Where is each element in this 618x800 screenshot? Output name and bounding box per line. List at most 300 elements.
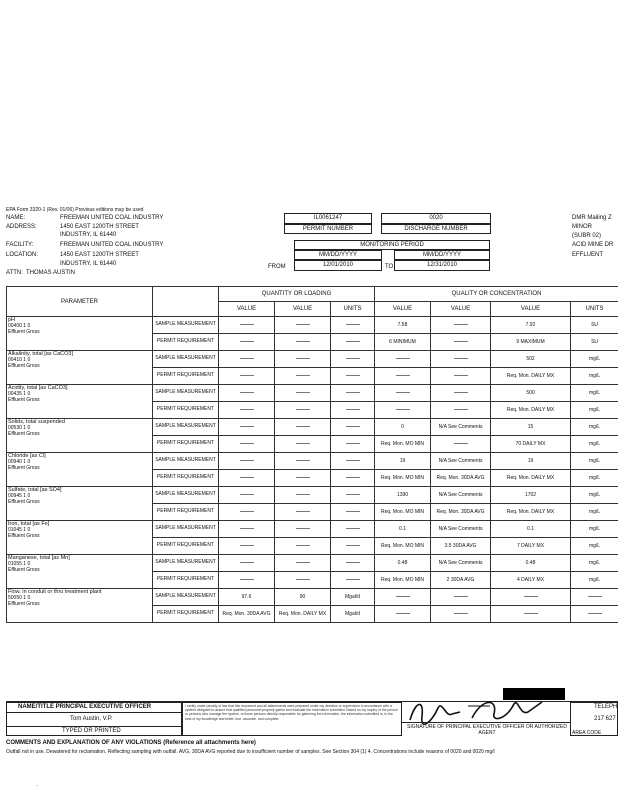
blank-dash [454,596,468,597]
sample-value: 1702 [524,491,537,498]
from-label: FROM [268,264,286,270]
blank-dash [346,324,360,325]
sample-value: mg/L [588,355,601,362]
permit-value-cell [275,368,331,385]
permit-value-cell [219,538,275,555]
sample-row-label: SAMPLE MEASUREMENT [153,453,219,470]
quality-units-header: UNITS [571,302,618,317]
blank-dash [396,596,410,597]
sample-value-cell [275,317,331,334]
telephone-label: TELEPH [594,704,618,710]
permit-value-cell [571,538,618,555]
permit-value-cell [431,572,491,589]
blank-dash [296,579,310,580]
blank-dash [296,494,310,495]
permit-value-cell [571,402,618,419]
blank-dash [346,545,360,546]
parameter-cell [7,453,153,487]
permit-row-label: PERMIT REQUIREMENT [153,572,219,589]
blank-dash [296,477,310,478]
discharge-number-box [381,213,491,224]
name-value: FREEMAN UNITED COAL INDUSTRY [60,215,164,221]
to-label: TO [385,264,394,270]
sample-value-cell [491,419,571,436]
blank-dash [240,443,254,444]
parameter-cell [7,351,153,385]
blank-dash [346,460,360,461]
blank-dash [296,392,310,393]
blank-dash [454,375,468,376]
blank-dash [346,426,360,427]
sample-value: 502 [526,355,535,362]
sample-value: N/A See Comments [438,457,483,464]
blank-dash [454,409,468,410]
area-code-label: AREA CODE [572,730,602,736]
comments-title: COMMENTS AND EXPLANATION OF ANY VIOLATIONS (Reference all attachments here) [6,740,256,746]
permit-value-cell [219,572,275,589]
from-value-box [294,260,382,271]
sample-value-cell [431,487,491,504]
blank-dash [240,494,254,495]
parameter-sub: Effluent Gross [8,465,40,471]
certification-box [182,702,402,736]
sample-value-cell [275,555,331,572]
from-value: 12/01/2010 [322,262,354,268]
sample-value: 7.92 [525,321,536,328]
blank-dash [240,426,254,427]
to-value-box [394,260,490,271]
blank-dash [346,511,360,512]
sample-value-cell [571,555,618,572]
sample-value: 19 [527,457,534,464]
permit-value-cell [375,402,431,419]
address-line1: 1450 EAST 1200TH STREET [60,224,139,230]
permit-value: 6 MINIMUM [389,338,416,345]
permit-value: Req. Mon. MO MIN [380,576,425,583]
sample-row-label: SAMPLE MEASUREMENT [153,589,219,606]
quantity-value-header-2: VALUE [275,302,331,317]
permit-value-cell [331,538,375,555]
parameter-code: 00400 1 0 [8,323,31,329]
sample-value: N/A See Comments [438,525,483,532]
permit-value: Req. Mon. DAILY MX [506,406,555,413]
permit-value-cell [275,470,331,487]
blank-dash [296,460,310,461]
address-label: ADDRESS: [6,224,37,230]
blank-dash [346,341,360,342]
permit-value: 3.5 30DA AVG [444,542,477,549]
blank-dash [346,392,360,393]
permit-value: mg/L [588,440,601,447]
parameter-name: Sulfate, total [as SO4] [8,487,62,493]
permit-row-label: PERMIT REQUIREMENT [153,538,219,555]
sample-value-cell [491,351,571,368]
table-row [7,521,618,538]
permit-value-cell [331,368,375,385]
sample-value-cell [571,487,618,504]
blank-dash [454,341,468,342]
facility-value: FREEMAN UNITED COAL INDUSTRY [60,242,164,248]
parameter-name: Flow, in conduit or thru treatment plant [8,589,102,595]
sample-value-cell [219,589,275,606]
blank-dash [346,579,360,580]
sample-value-cell [491,521,571,538]
sample-value-cell [331,317,375,334]
permit-value-cell [331,334,375,351]
blank-dash [240,409,254,410]
permit-value-cell [375,368,431,385]
to-col-label: MM/DD/YYYY [422,252,461,258]
permit-row-label: PERMIT REQUIREMENT [153,470,219,487]
sample-value-cell [491,385,571,402]
blank-dash [588,613,602,614]
sample-value: N/A See Comments [438,559,483,566]
sample-value-cell [219,317,275,334]
permit-value: mg/L [588,474,601,481]
sample-value-cell [331,521,375,538]
monitoring-period-title: MONITORING PERIOD [360,242,424,248]
sample-value-cell [331,487,375,504]
blank-dash [240,460,254,461]
permit-value-cell [431,436,491,453]
blank-dash [454,443,468,444]
sample-value: 0 [401,423,404,430]
sample-row-label: SAMPLE MEASUREMENT [153,521,219,538]
sample-value-cell [431,521,491,538]
blank-dash [296,511,310,512]
permit-value-cell [275,504,331,521]
permit-value: mg/L [588,508,601,515]
blank-dash [296,341,310,342]
from-col-label: MM/DD/YYYY [318,252,357,258]
permit-value-cell [331,436,375,453]
discharge-number-label-box [381,224,491,234]
blank-dash [454,392,468,393]
monitoring-period-title-box [294,240,490,250]
parameter-name: Alkalinity, total [as CaCO3] [8,351,74,357]
from-col-box [294,250,382,260]
sample-value-cell [275,589,331,606]
parameter-code: 00945 1 0 [8,493,31,499]
blank-dash [346,375,360,376]
parameter-name: Solids, total suspended [8,419,65,425]
sample-value-cell [219,487,275,504]
sample-value-cell [571,453,618,470]
sample-value: mg/L [588,491,601,498]
permit-value-cell [491,504,571,521]
blank-dash [240,341,254,342]
permit-value: Req. Mon. MO MIN [380,440,425,447]
parameter-name: Chloride [as Cl] [8,453,46,459]
typed-label: TYPED OR PRINTED [62,728,121,734]
permit-value-cell [275,606,331,623]
permit-value-cell [431,470,491,487]
sample-value-cell [219,419,275,436]
sample-value-cell [375,385,431,402]
quantity-units-header: UNITS [331,302,375,317]
sample-value-cell [331,555,375,572]
discharge-number-label: DISCHARGE NUMBER [404,226,468,232]
quantity-header: QUANTITY OR LOADING [219,287,375,302]
permit-value: 4 DAILY MX [516,576,545,583]
permit-value: Req. Mon. MO MIN [380,474,425,481]
permit-row-label: PERMIT REQUIREMENT [153,504,219,521]
sample-value-cell [375,589,431,606]
parameter-code: 50050 1 0 [8,595,31,601]
right-info-line1: DMR Mailing Z [572,215,612,221]
permit-value-cell [275,572,331,589]
permit-value-cell [571,334,618,351]
sample-value-cell [431,589,491,606]
permit-value: mg/L [588,576,601,583]
permit-value-cell [491,572,571,589]
signature-line [402,722,570,723]
permit-value-cell [491,402,571,419]
officer-divider-2 [6,726,182,727]
parameter-sub: Effluent Gross [8,329,40,335]
telephone-value: 217 627 [594,716,616,722]
blank-dash [454,358,468,359]
sample-value: 7.58 [397,321,408,328]
blank-dash [524,596,538,597]
sample-row-label: SAMPLE MEASUREMENT [153,351,219,368]
permit-value-cell [491,470,571,487]
permit-value-cell [491,368,571,385]
sample-value-cell [275,521,331,538]
right-info-line2: MINOR [572,224,592,230]
sample-value-cell [491,487,571,504]
sample-value-cell [571,385,618,402]
parameter-cell [7,555,153,589]
table-row [7,351,618,368]
permit-number-value: IL0061247 [313,215,343,221]
parameter-sub: Effluent Gross [8,499,40,505]
sample-value: mg/L [588,389,601,396]
quality-value-header-2: VALUE [431,302,491,317]
sample-value-cell [331,385,375,402]
permit-value-cell [331,470,375,487]
table-row [7,385,618,402]
permit-value: 70 DAILY MX [515,440,546,447]
blank-dash [588,596,602,597]
blank-dash [296,426,310,427]
blank-dash [454,324,468,325]
blank-dash [240,324,254,325]
attn-label: ATTN: [6,270,23,276]
sample-row-label: SAMPLE MEASUREMENT [153,555,219,572]
permit-value-cell [375,504,431,521]
permit-row-label: PERMIT REQUIREMENT [153,436,219,453]
permit-value-cell [219,606,275,623]
blank-dash [240,579,254,580]
permit-value-cell [375,334,431,351]
sample-value-cell [275,385,331,402]
table-row [7,555,618,572]
blank-dash [240,358,254,359]
certification-text: I certify under penalty of law that this document and all attachments were prepared under my direction or supervision in accordance with a system designed to assure that qualified personnel properly gather and evaluate the information submitted. Based on my inquiry of the person or persons who manage the system, or those persons directly responsible for gathering the information, the information submitted is, to the best of my knowledge and belief, true, accurate, and complete. [185,704,398,721]
permit-number-label: PERMIT NUMBER [302,226,354,232]
sample-value: mg/L [588,525,601,532]
sample-value-cell [491,555,571,572]
parameters-body [7,317,618,623]
permit-value-cell [431,606,491,623]
permit-value-cell [491,538,571,555]
permit-value-cell [571,470,618,487]
permit-value-cell [275,538,331,555]
row-type-header [153,287,219,317]
permit-value: mg/L [588,372,601,379]
permit-value-cell [375,470,431,487]
permit-value: 9 MAXIMUM [516,338,545,345]
discharge-number-value: 0020 [429,215,443,221]
permit-number-label-box [284,224,372,234]
permit-value: 2 30DA AVG [446,576,475,583]
blank-dash [346,443,360,444]
permit-value-cell [491,334,571,351]
permit-value: mg/L [588,406,601,413]
right-info-line5: EFFLUENT [572,252,604,258]
right-info-line3: (SUBR 02) [572,233,602,239]
quality-value-header-3: VALUE [491,302,571,317]
permit-row-label: PERMIT REQUIREMENT [153,368,219,385]
permit-value-cell [331,606,375,623]
sample-value-cell [431,419,491,436]
comments-text: Outfall not in use. Dewatered for reclamation. Reflecting sampling with outfall. AVG, 30DA AVG reported due to insufficient number of samples. See Section 304 (1) 4. Concentrations include reasons of 0020 and 0020 mg/l [6,749,495,755]
permit-value: Req. Mon. MO MIN [380,508,425,515]
parameter-code: 00435 1 0 [8,391,31,397]
sample-value-cell [331,589,375,606]
sample-value: 0.1 [527,525,534,532]
name-label: NAME: [6,215,26,221]
sample-value: 0.48 [397,559,408,566]
blank-dash [346,409,360,410]
sample-value-cell [219,351,275,368]
permit-value-cell [431,538,491,555]
permit-value-cell [275,402,331,419]
table-row [7,419,618,436]
permit-value: Req. Mon. MO MIN [380,542,425,549]
sample-value: 19 [399,457,406,464]
sample-value-cell [275,351,331,368]
sample-value: 97.6 [241,593,252,600]
blank-dash [240,392,254,393]
sample-value-cell [219,385,275,402]
sample-value-cell [219,453,275,470]
sample-row-label: SAMPLE MEASUREMENT [153,317,219,334]
location-label: LOCATION: [6,252,38,258]
permit-value-cell [219,334,275,351]
permit-row-label: PERMIT REQUIREMENT [153,402,219,419]
blank-dash [396,392,410,393]
blank-dash [296,545,310,546]
permit-value-cell [431,402,491,419]
blank-dash [296,375,310,376]
sample-value: 90 [299,593,306,600]
blank-dash [346,477,360,478]
blank-dash [296,324,310,325]
parameter-sub: Effluent Gross [8,533,40,539]
parameter-cell [7,487,153,521]
sample-value-cell [491,317,571,334]
sample-value-cell [571,351,618,368]
parameter-sub: Effluent Gross [8,363,40,369]
blank-dash [240,477,254,478]
permit-value: Req. Mon. DAILY MX [506,372,555,379]
permit-value-cell [571,606,618,623]
parameter-code: 01055 1 0 [8,561,31,567]
sample-value-cell [331,419,375,436]
blank-dash [296,443,310,444]
permit-row-label: PERMIT REQUIREMENT [153,606,219,623]
permit-value: SU [591,338,599,345]
sample-value: 1390 [396,491,409,498]
sample-value: SU [591,321,599,328]
sample-value-cell [431,351,491,368]
sample-value-cell [275,419,331,436]
blank-dash [296,409,310,410]
sample-value-cell [219,555,275,572]
permit-value-cell [331,504,375,521]
parameter-sub: Effluent Gross [8,397,40,403]
sample-value-cell [275,453,331,470]
sample-value: 500 [526,389,535,396]
permit-value-cell [219,402,275,419]
permit-value-cell [375,538,431,555]
parameter-code: 00410 1 0 [8,357,31,363]
right-info-line4: ACID MINE DR [572,242,614,248]
permit-value: Req. Mon. DAILY MX [506,508,555,515]
permit-value-cell [491,436,571,453]
sample-value: 0.48 [525,559,536,566]
sample-value-cell [571,419,618,436]
sample-row-label: SAMPLE MEASUREMENT [153,419,219,436]
to-value: 12/31/2010 [426,262,458,268]
parameter-name: Manganese, total [as Mn] [8,555,70,561]
parameter-sub: Effluent Gross [8,601,40,607]
sample-value-cell [571,317,618,334]
sample-value-cell [375,351,431,368]
parameter-code: 00940 1 0 [8,459,31,465]
blank-dash [346,528,360,529]
parameter-cell [7,317,153,351]
permit-value: mg/L [588,542,601,549]
sample-value: mg/L [588,457,601,464]
blank-dash [346,494,360,495]
permit-value: Req. Mon. DAILY MX [506,474,555,481]
blank-dash [296,528,310,529]
permit-value: Mgal/d [345,610,361,617]
permit-value-cell [375,606,431,623]
permit-value-cell [571,368,618,385]
sample-value-cell [375,453,431,470]
sample-value: 15 [527,423,534,430]
blank-dash [240,375,254,376]
permit-value: Req. Mon. 30DA AVG [222,610,271,617]
sample-value-cell [331,453,375,470]
blank-dash [240,528,254,529]
sample-value-cell [431,453,491,470]
permit-value-cell [431,368,491,385]
sample-value: N/A See Comments [438,423,483,430]
parameter-sub: Effluent Gross [8,431,40,437]
blank-dash [240,511,254,512]
permit-value-cell [331,572,375,589]
blank-dash [296,562,310,563]
blank-dash [454,613,468,614]
parameter-name: Iron, total [as Fe] [8,521,50,527]
permit-value-cell [219,504,275,521]
sample-value-cell [431,385,491,402]
